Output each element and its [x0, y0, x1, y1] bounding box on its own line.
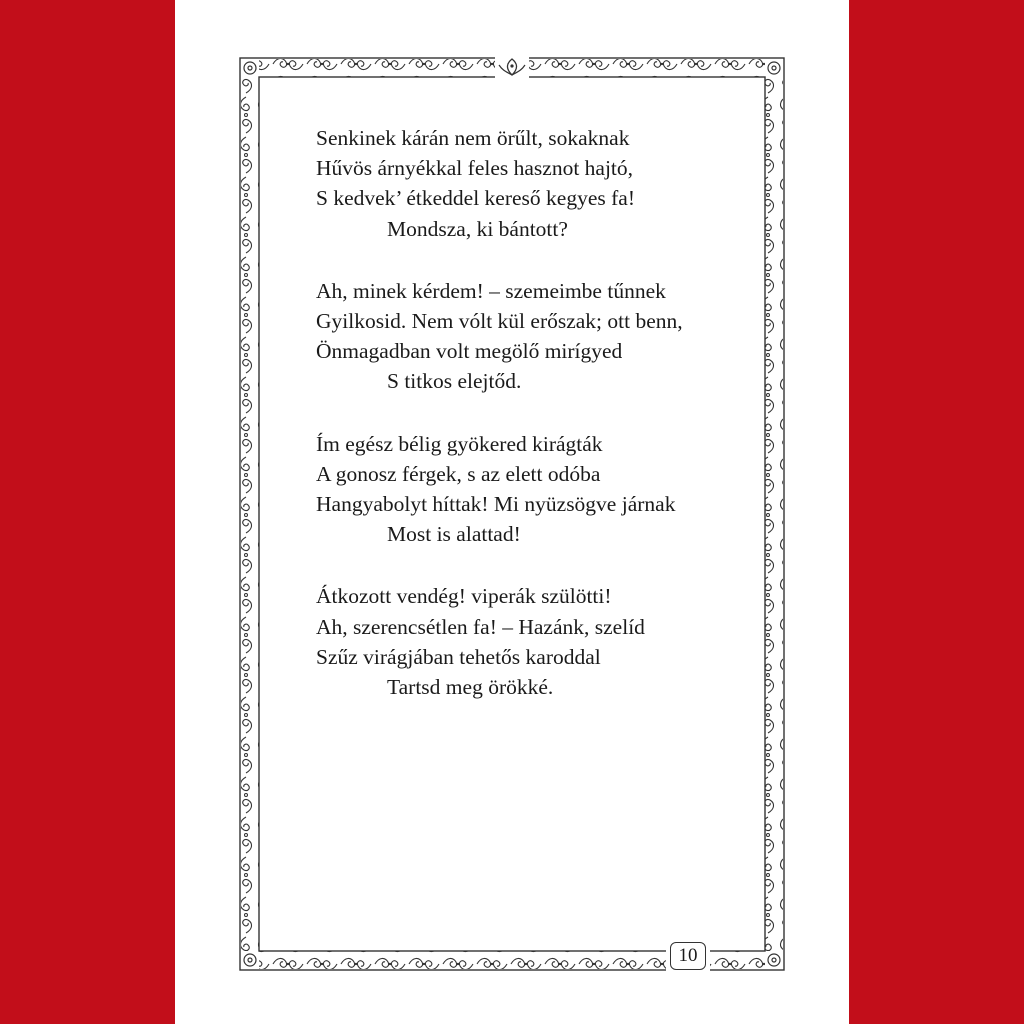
poem-line: Hűvös árnyékkal feles hasznot hajtó,	[316, 156, 634, 181]
stanza-3	[316, 429, 736, 550]
poem-line: Önmagadban volt megölő mirígyed	[316, 339, 623, 364]
poem-text	[316, 123, 736, 734]
poem-line: Ím egész bélig gyökered kirágták	[316, 431, 603, 456]
fleur-ornament-icon	[495, 57, 529, 79]
poem-line-short: Most is alattad!	[387, 522, 521, 547]
poem-line: Ah, minek kérdem! – szemeimbe tűnnek	[316, 278, 666, 303]
poem-line: Hangyabolyt híttak! Mi nyüzsögve járnak	[316, 492, 676, 517]
poem-line-short: Mondsza, ki bántott?	[387, 216, 568, 241]
poem-line: A gonosz férgek, s az elett odóba	[316, 461, 601, 486]
stanza-4	[316, 581, 736, 702]
book-page	[175, 0, 849, 1024]
poem-line: S kedvek’ étkeddel kereső kegyes fa!	[316, 186, 635, 211]
poem-line: Szűz virágjában tehetős karoddal	[316, 644, 601, 669]
poem-line-short: Tartsd meg örökké.	[387, 675, 554, 700]
stanza-1	[316, 123, 736, 244]
page-number	[666, 939, 710, 973]
poem-line: Ah, szerencsétlen fa! – Hazánk, szelíd	[316, 614, 645, 639]
page-number-text: 10	[678, 945, 698, 966]
poem-line: Gyilkosid. Nem vólt kül erőszak; ott benn,	[316, 309, 683, 334]
poem-line: Senkinek kárán nem örűlt, sokaknak	[316, 126, 630, 150]
poem-line: Átkozott vendég! viperák szülötti!	[316, 584, 612, 609]
poem-line-short: S titkos elejtőd.	[387, 369, 522, 394]
stanza-2	[316, 276, 736, 397]
